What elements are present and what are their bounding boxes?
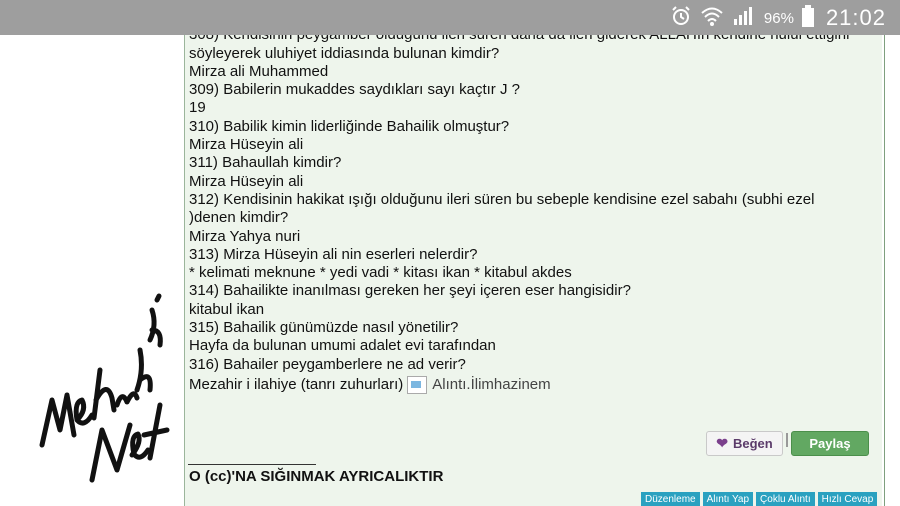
post-line: 314) Bahailikte inanılması gereken her şeyi içeren eser hangisidir?: [189, 282, 631, 300]
status-bar: [0, 0, 900, 35]
multi-quote-button[interactable]: Çoklu Alıntı: [756, 492, 815, 506]
alarm-icon: [670, 5, 692, 32]
post-body: [189, 20, 879, 394]
edit-button[interactable]: Düzenleme: [641, 492, 700, 506]
user-column: [16, 20, 185, 506]
post-line-text: Mezahir i ilahiye (tanrı zuhurları): [189, 375, 404, 393]
post-line: 316) Bahailer peygamberlere ne ad verir?: [189, 355, 466, 373]
battery-icon: [802, 5, 814, 32]
like-label: Beğen: [733, 436, 773, 451]
post-line: söyleyerek uluhiyet iddiasında bulunan kimdir?: [189, 44, 500, 62]
wifi-icon: [700, 5, 724, 32]
clock: 21:02: [825, 5, 886, 30]
quick-reply-button[interactable]: Hızlı Cevap: [818, 492, 878, 506]
post-line: 309) Babilerin mukaddes saydıkları sayı kaçtır J ?: [189, 81, 520, 99]
post-line: 310) Babilik kimin liderliğinde Bahailik olmuştur?: [189, 117, 510, 135]
post-actions: [641, 492, 877, 506]
share-label: Paylaş: [809, 436, 851, 451]
signal-icon: [732, 5, 756, 32]
handwritten-signature-image: [22, 230, 172, 490]
share-button[interactable]: [791, 431, 869, 456]
post-line: 312) Kendisinin hakikat ışığı olduğunu ileri süren bu sebeple kendisine ezel sabahı (subhi ezel: [189, 190, 815, 208]
post-line: Mirza Yahya nuri: [189, 227, 301, 245]
post-line: )denen kimdir?: [189, 209, 289, 227]
post-line: * kelimati meknune * yedi vadi * kitası ikan * kitabul akdes: [189, 264, 572, 282]
quote-button[interactable]: Alıntı Yap: [703, 492, 753, 506]
battery-percent: 96%: [763, 9, 794, 27]
post-line: 315) Bahailik günümüzde nasıl yönetilir?: [189, 319, 459, 337]
signature-divider: [188, 464, 316, 465]
post-line: 313) Mirza Hüseyin ali nin eserleri nelerdir?: [189, 245, 478, 263]
post-line: Hayfa da bulunan umumi adalet evi tarafından: [189, 337, 496, 355]
button-separator: [786, 433, 788, 447]
post-line: Mirza Hüseyin ali: [189, 136, 304, 154]
status-icons: [670, 4, 886, 32]
post-line: 19: [189, 99, 206, 117]
heart-icon: ❤: [716, 435, 728, 451]
broken-image-icon: [407, 376, 427, 394]
post-line: Mirza ali Muhammed: [189, 62, 329, 80]
post-line: Mirza Hüseyin ali: [189, 172, 304, 190]
post-line: [189, 376, 879, 394]
post-line: kitabul ikan: [189, 300, 265, 318]
like-button[interactable]: [706, 431, 783, 456]
image-alt-text: Alıntı.İlimhazinem: [432, 375, 551, 393]
user-signature-text: O (cc)'NA SIĞINMAK AYRICALIKTIR: [189, 468, 444, 485]
post-line: 311) Bahaullah kimdir?: [189, 154, 342, 172]
